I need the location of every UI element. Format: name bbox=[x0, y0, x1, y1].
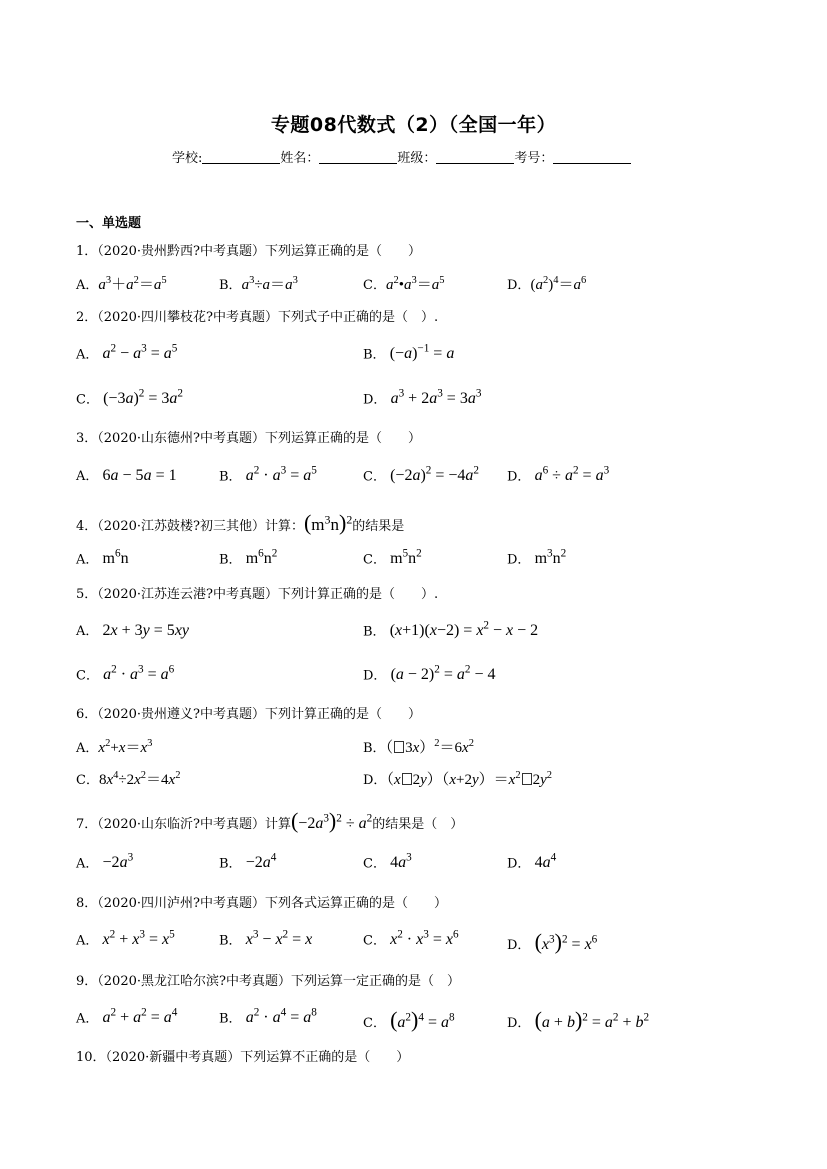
option-label: B． bbox=[219, 552, 242, 568]
question-stem: 10．（2020·新疆中考真题）下列运算不正确的是（ ） bbox=[76, 1050, 410, 1065]
option-label: B． bbox=[219, 469, 242, 485]
option-label: B． bbox=[363, 624, 386, 640]
option-c: C． $4a^3$ bbox=[363, 852, 412, 872]
question-stem: 1．（2020·贵州黔西?中考真题）下列运算正确的是（ ） bbox=[76, 244, 421, 259]
option-b: B． $a^2 \cdot a^3 = a^5$ bbox=[219, 465, 317, 485]
option-label: A． bbox=[76, 552, 99, 568]
option-label: A． bbox=[76, 469, 99, 484]
option-label: B． bbox=[363, 347, 386, 363]
page-title: 专题08代数式（2）（全国一年） bbox=[270, 114, 557, 136]
option-a: A．$a^3+a^2=a^5$ bbox=[76, 275, 167, 293]
option-b: B． $a^2 \cdot a^4 = a^8$ bbox=[219, 1007, 317, 1027]
question-stem: 9．（2020·黑龙江哈尔滨?中考真题）下列运算一定正确的是（ ） bbox=[76, 974, 460, 989]
option-label: A． bbox=[76, 741, 99, 756]
option-c: C． $m^5n^2$ bbox=[363, 548, 422, 568]
option-c: C． $x^2 \cdot x^3 = x^6$ bbox=[363, 929, 459, 949]
option-label: D． bbox=[507, 1016, 531, 1031]
option-label: A． bbox=[76, 278, 99, 293]
name-label: 姓名： bbox=[280, 151, 320, 166]
number-blank[interactable] bbox=[553, 151, 631, 164]
question-stem: 6．（2020·贵州遵义?中考真题）下列计算正确的是（ ） bbox=[76, 707, 421, 722]
option-label: D． bbox=[363, 668, 387, 684]
option-label: A． bbox=[76, 856, 99, 872]
option-d: D． $(a - 2)^2 = a^2 - 4$ bbox=[363, 664, 496, 684]
question-stem-before: 7．（2020·山东临沂?中考真题）计算 bbox=[76, 817, 291, 832]
option-c: C． $(-3a)^2 = 3a^2$ bbox=[76, 388, 183, 408]
number-label: 考号： bbox=[514, 151, 554, 166]
option-label: C． bbox=[76, 668, 99, 684]
question-stem: 4．（2020·江苏鼓楼?初三其他）计算：$(m^3n)^2$的结果是 bbox=[76, 510, 405, 535]
option-label: C． bbox=[363, 933, 386, 949]
option-b: B．$a^3\div a=a^3$ bbox=[219, 275, 298, 293]
option-label: B． bbox=[219, 933, 242, 949]
school-label: 学校: bbox=[172, 151, 203, 166]
option-label: C． bbox=[363, 552, 386, 568]
option-label: D． bbox=[507, 469, 531, 485]
option-c: C． $(a^2)^4 = a^8$ bbox=[363, 1007, 455, 1032]
option-d: D． $(a + b)^2 = a^2 + b^2$ bbox=[507, 1007, 650, 1032]
school-blank[interactable] bbox=[202, 151, 280, 164]
option-c: C．$a^2•a^3=a^5$ bbox=[363, 275, 445, 293]
option-b: B．（ $3x)^2=6x^2$ bbox=[363, 738, 474, 756]
option-label: C． bbox=[363, 856, 386, 872]
option-d: D．$(a^2)^4=a^6$ bbox=[507, 275, 587, 293]
question-stem: 3．（2020·山东德州?中考真题）下列运算正确的是（ ） bbox=[76, 431, 421, 446]
option-b: B． $x^3 - x^2 = x$ bbox=[219, 929, 313, 949]
option-d: D． $a^3 + 2a^3 = 3a^3$ bbox=[363, 388, 482, 408]
option-label: C． bbox=[76, 773, 99, 788]
option-d: D．（x $2y)(x+2y)=x^2$ $2y^2$ bbox=[363, 770, 552, 788]
question-stem: 7．（2020·山东临沂?中考真题）计算$(-2a^3)^2 \div a^2$的结果是（ ） bbox=[76, 808, 464, 833]
option-label: A． bbox=[76, 1011, 99, 1027]
option-d: D． $(x^3)^2 = x^6$ bbox=[507, 929, 598, 954]
option-b: B． $(-a)^{-1} = a$ bbox=[363, 343, 455, 363]
option-b: B． $(x+1)(x-2) = x^2 - x - 2$ bbox=[363, 620, 539, 640]
class-label: 班级： bbox=[397, 151, 437, 166]
option-c: C． $a^2 \cdot a^3 = a^6$ bbox=[76, 664, 175, 684]
name-blank[interactable] bbox=[319, 151, 397, 164]
option-label: D． bbox=[507, 552, 531, 568]
option-c: C．$8x^4\div 2x^2=4x^2$ bbox=[76, 770, 181, 788]
option-d: D． $4a^4$ bbox=[507, 852, 557, 872]
option-label: D． bbox=[363, 773, 387, 788]
option-label: A． bbox=[76, 347, 99, 363]
option-d: D． $a^6 \div a^2 = a^3$ bbox=[507, 465, 610, 485]
option-label: A． bbox=[76, 933, 99, 949]
question-stem: 2．（2020·四川攀枝花?中考真题）下列式子中正确的是（ ）. bbox=[76, 310, 439, 325]
missing-glyph-icon bbox=[402, 773, 412, 785]
option-a: A． $x^2 + x^3 = x^5$ bbox=[76, 929, 175, 949]
option-label: C． bbox=[76, 392, 99, 408]
option-label: D． bbox=[363, 392, 387, 408]
option-a: A． $-2a^3$ bbox=[76, 852, 134, 872]
option-label: D． bbox=[507, 856, 531, 872]
option-label: A． bbox=[76, 624, 99, 639]
option-label: D． bbox=[507, 938, 531, 953]
option-label: C． bbox=[363, 1016, 386, 1031]
question-stem-after: 的结果是 bbox=[352, 519, 405, 534]
option-a: A． 2x + 3y = 5xy bbox=[76, 622, 190, 639]
question-stem-after: 的结果是（ ） bbox=[372, 817, 464, 832]
question-stem: 5．（2020·江苏连云港?中考真题）下列计算正确的是（ ）. bbox=[76, 587, 439, 602]
option-c: C． $(-2a)^2 = -4a^2$ bbox=[363, 465, 480, 485]
student-info-line bbox=[172, 147, 631, 166]
option-label: C． bbox=[363, 278, 386, 293]
option-label: B． bbox=[363, 741, 386, 756]
option-d: D． $m^3n^2$ bbox=[507, 548, 567, 568]
question-stem-before: 4．（2020·江苏鼓楼?初三其他）计算： bbox=[76, 519, 304, 534]
option-label: C． bbox=[363, 469, 386, 485]
option-label: D． bbox=[507, 278, 531, 293]
missing-glyph-icon bbox=[394, 741, 404, 753]
option-label: B． bbox=[219, 856, 242, 872]
question-stem: 8．（2020·四川泸州?中考真题）下列各式运算正确的是（ ） bbox=[76, 896, 447, 911]
option-a: A． 6a − 5a = 1 bbox=[76, 467, 177, 484]
option-a: A．$x^2+x=x^3$ bbox=[76, 738, 153, 756]
missing-glyph-icon bbox=[522, 773, 532, 785]
option-a: A． $m^6n$ bbox=[76, 548, 129, 568]
option-b: B． $-2a^4$ bbox=[219, 852, 277, 872]
option-label: B． bbox=[219, 278, 242, 293]
option-a: A． $a^2 + a^2 = a^4$ bbox=[76, 1007, 178, 1027]
class-blank[interactable] bbox=[436, 151, 514, 164]
option-label: B． bbox=[219, 1011, 242, 1027]
option-a: A． $a^2 - a^3 = a^5$ bbox=[76, 343, 178, 363]
section-heading: 一、单选题 bbox=[76, 216, 142, 231]
option-b: B． $m^6n^2$ bbox=[219, 548, 278, 568]
